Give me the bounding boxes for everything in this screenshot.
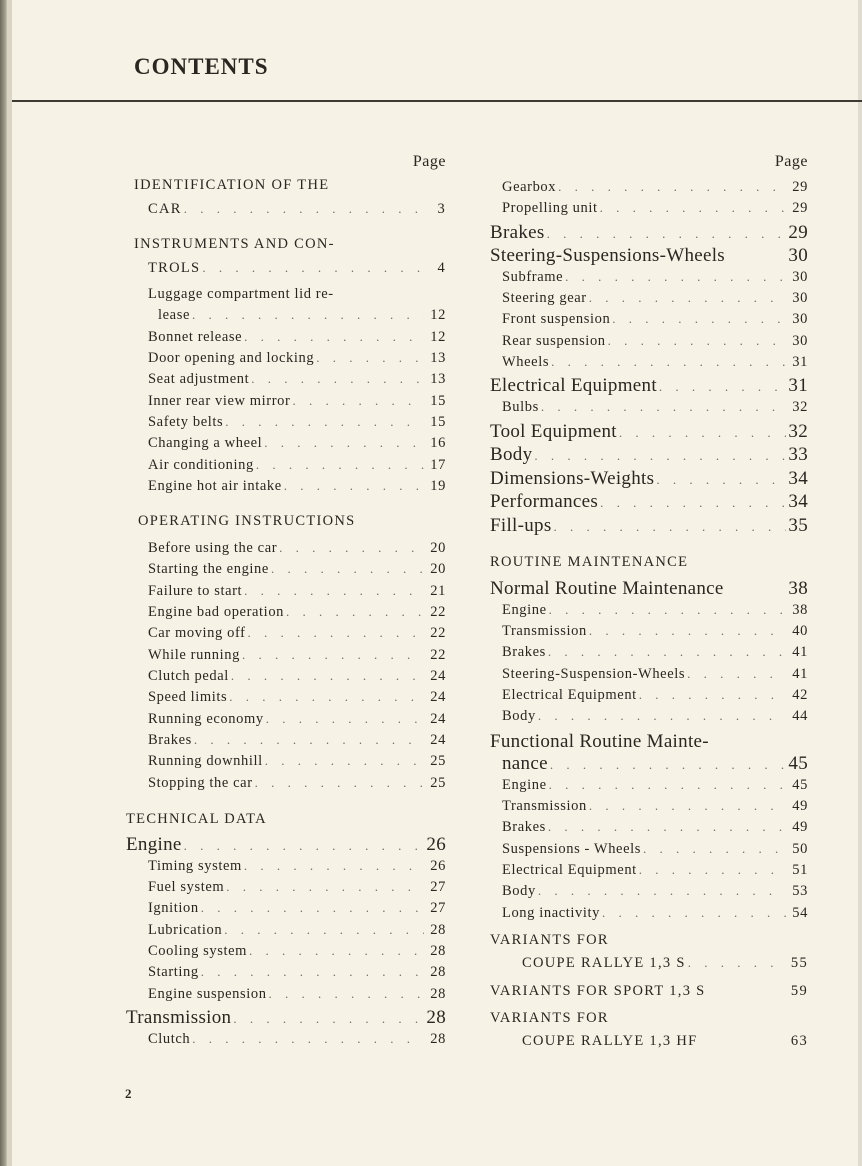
toc-entry [148, 775, 446, 792]
toc-entry-page: 53 [792, 883, 808, 899]
toc-entry-page: 31 [792, 354, 808, 370]
toc-entry [502, 290, 808, 307]
toc-entry [502, 311, 808, 328]
toc-entry-page: 38 [788, 578, 808, 599]
toc-entry [148, 964, 446, 981]
toc-entry-page: 34 [788, 468, 808, 489]
toc-entry [502, 644, 808, 661]
toc-leader-dots [192, 732, 424, 748]
toc-entry-page: 27 [430, 900, 446, 916]
toc-entry-title: nance [502, 753, 548, 774]
toc-entry-title: Fuel system [148, 879, 225, 895]
toc-leader-dots [654, 472, 786, 488]
toc-entry-title: Door opening and locking [148, 350, 315, 366]
toc-entry-title: Inner rear view mirror [148, 393, 291, 409]
toc-entry-title: Wheels [502, 354, 550, 370]
toc-leader-dots [262, 435, 424, 451]
toc-leader-dots [546, 819, 786, 835]
toc-entry-page: 22 [430, 647, 446, 663]
toc-entry-page: 30 [792, 290, 808, 306]
toc-leader-dots [223, 414, 424, 430]
title-divider [12, 100, 862, 102]
toc-entry [490, 983, 808, 1000]
toc-entry-page: 34 [788, 491, 808, 512]
toc-entry [148, 329, 446, 346]
toc-entry-title: Cooling system [148, 943, 248, 959]
toc-entry-title: Propelling unit [502, 200, 598, 216]
toc-entry-title: Engine [502, 777, 547, 793]
toc-leader-dots [231, 1011, 424, 1027]
toc-entry-page: 28 [430, 1031, 446, 1047]
toc-entry-title: Brakes [490, 222, 545, 243]
toc-entry-page: 22 [430, 604, 446, 620]
page-column-header: Page [412, 153, 446, 170]
page-binding-shadow [8, 0, 12, 1166]
toc-entry [148, 435, 446, 452]
toc-entry-page: 42 [792, 687, 808, 703]
page-number: 2 [125, 1086, 132, 1101]
toc-entry-page: 24 [430, 668, 446, 684]
toc-entry-title: Normal Routine Maintenance [490, 578, 724, 599]
toc-leader-dots [253, 775, 424, 791]
toc-entry-page: 54 [792, 905, 808, 921]
toc-leader-dots [600, 905, 786, 921]
toc-entry-page: 16 [430, 435, 446, 451]
toc-leader-dots [229, 668, 424, 684]
toc-entry [502, 819, 808, 836]
toc-entry [148, 1031, 446, 1048]
toc-leader-dots [617, 425, 786, 441]
toc-entry [148, 393, 446, 410]
toc-entry-page: 63 [790, 1033, 808, 1049]
toc-entry [148, 457, 446, 474]
toc-entry-title: Running economy [148, 711, 264, 727]
toc-leader-dots [242, 583, 424, 599]
toc-entry [148, 879, 446, 896]
toc-leader-dots [547, 602, 786, 618]
toc-entry [502, 708, 808, 725]
toc-entry-title: ROUTINE MAINTENANCE [490, 554, 689, 570]
toc-entry-title: COUPE RALLYE 1,3 HF [522, 1033, 698, 1049]
toc-entry [148, 753, 446, 770]
toc-entry-title: INSTRUMENTS AND CON- [134, 236, 335, 252]
toc-entry-page: 26 [426, 834, 446, 855]
toc-entry [148, 286, 446, 303]
toc-leader-dots [641, 841, 786, 857]
toc-entry-title: Fill-ups [490, 515, 552, 536]
toc-leader-dots [254, 457, 424, 473]
toc-leader-dots [563, 269, 786, 285]
toc-entry-title: Steering gear [502, 290, 587, 306]
toc-entry-title: Luggage compartment lid re- [148, 286, 334, 302]
toc-entry [148, 922, 446, 939]
toc-leader-dots [264, 711, 424, 727]
toc-entry-page: 49 [792, 819, 808, 835]
toc-entry [502, 354, 808, 371]
toc-entry-page: 40 [792, 623, 808, 639]
toc-leader-dots [587, 290, 786, 306]
toc-entry-title: Dimensions-Weights [490, 468, 655, 489]
toc-entry [148, 647, 446, 664]
toc-entry-title: Starting the engine [148, 561, 269, 577]
toc-entry-title: Transmission [502, 798, 587, 814]
toc-entry-title: Ignition [148, 900, 199, 916]
toc-entry [502, 687, 808, 704]
toc-entry-title: Before using the car [148, 540, 278, 556]
toc-entry-title: lease [158, 307, 190, 323]
toc-entry [148, 260, 446, 277]
toc-entry [490, 421, 808, 443]
toc-entry-title: Speed limits [148, 689, 228, 705]
toc-entry [148, 986, 446, 1003]
toc-entry-title: Rear suspension [502, 333, 606, 349]
toc-entry-page: 38 [792, 602, 808, 618]
toc-entry [502, 862, 808, 879]
toc-entry [502, 753, 808, 775]
toc-leader-dots [536, 883, 786, 899]
toc-entry-page: 19 [430, 478, 446, 494]
toc-entry-page: 17 [430, 457, 446, 473]
page-title: CONTENTS [134, 54, 269, 79]
toc-entry-title: Functional Routine Mainte- [490, 731, 709, 752]
toc-entry-page: 24 [430, 711, 446, 727]
toc-entry-title: Steering-Suspension-Wheels [502, 666, 686, 682]
toc-leader-dots [242, 858, 424, 874]
toc-entry [490, 444, 808, 466]
toc-entry [126, 811, 446, 828]
toc-entry [490, 245, 808, 267]
toc-entry [522, 955, 808, 972]
toc-entry [148, 711, 446, 728]
toc-entry-title: Electrical Equipment [502, 862, 637, 878]
toc-leader-dots [284, 604, 424, 620]
toc-entry-title: VARIANTS FOR [490, 1010, 609, 1026]
toc-entry [148, 668, 446, 685]
toc-entry [502, 841, 808, 858]
toc-entry [138, 513, 446, 530]
toc-entry [148, 732, 446, 749]
toc-leader-dots [242, 329, 424, 345]
toc-entry-page: 28 [430, 922, 446, 938]
toc-entry [148, 350, 446, 367]
toc-leader-dots [267, 986, 424, 1002]
toc-entry [148, 604, 446, 621]
toc-entry [502, 333, 808, 350]
toc-entry-title: Tool Equipment [490, 421, 617, 442]
toc-entry-title: Front suspension [502, 311, 611, 327]
toc-entry-page: 25 [430, 753, 446, 769]
toc-entry [502, 623, 808, 640]
toc-entry-title: OPERATING INSTRUCTIONS [138, 513, 356, 529]
toc-entry-page: 28 [426, 1007, 446, 1028]
toc-entry [148, 900, 446, 917]
toc-entry-title: Transmission [126, 1007, 232, 1028]
toc-entry-title: Long inactivity [502, 905, 600, 921]
toc-leader-dots [606, 333, 786, 349]
toc-entry [502, 777, 808, 794]
toc-entry-title: Brakes [502, 819, 546, 835]
toc-leader-dots [637, 862, 786, 878]
page-column-header: Page [774, 153, 808, 170]
toc-entry-page: 3 [437, 201, 446, 217]
toc-leader-dots [532, 448, 786, 464]
toc-entry-page: 24 [430, 732, 446, 748]
toc-entry-title: Running downhill [148, 753, 263, 769]
toc-entry-page: 30 [792, 311, 808, 327]
toc-leader-dots [247, 943, 424, 959]
toc-leader-dots [190, 307, 424, 323]
toc-leader-dots [539, 399, 786, 415]
toc-entry [148, 583, 446, 600]
toc-leader-dots [182, 201, 424, 217]
toc-entry-title: Lubrication [148, 922, 223, 938]
toc-entry [502, 883, 808, 900]
toc-entry-page: 15 [430, 414, 446, 430]
toc-entry-page: 41 [792, 666, 808, 682]
toc-entry [502, 269, 808, 286]
toc-leader-dots [536, 708, 786, 724]
toc-leader-dots [263, 753, 424, 769]
toc-entry-title: Air conditioning [148, 457, 254, 473]
toc-entry-page: 22 [430, 625, 446, 641]
toc-entry-page: 29 [792, 179, 808, 195]
toc-leader-dots [610, 311, 786, 327]
toc-entry-title: TECHNICAL DATA [126, 811, 267, 827]
toc-leader-dots [277, 540, 424, 556]
toc-entry-page: 55 [790, 955, 808, 971]
toc-entry [126, 834, 446, 856]
toc-entry-page: 45 [792, 777, 808, 793]
toc-entry [148, 689, 446, 706]
toc-entry-page: 49 [792, 798, 808, 814]
toc-entry-title: Body [502, 708, 536, 724]
toc-entry [148, 371, 446, 388]
toc-entry-title: Bulbs [502, 399, 539, 415]
toc-entry-page: 30 [792, 333, 808, 349]
toc-entry [490, 515, 808, 537]
toc-leader-dots [269, 561, 424, 577]
toc-leader-dots [314, 350, 424, 366]
toc-entry-title: While running [148, 647, 240, 663]
toc-leader-dots [549, 354, 786, 370]
toc-entry [134, 177, 446, 194]
toc-entry-title: Brakes [502, 644, 546, 660]
toc-entry [502, 399, 808, 416]
toc-entry [148, 414, 446, 431]
toc-entry-title: Failure to start [148, 583, 243, 599]
toc-leader-dots [552, 519, 786, 535]
toc-entry [148, 625, 446, 642]
toc-entry-title: Body [490, 444, 533, 465]
toc-leader-dots [556, 179, 786, 195]
toc-entry-title: COUPE RALLYE 1,3 S [522, 955, 686, 971]
toc-leader-dots [222, 922, 424, 938]
toc-entry-page: 30 [792, 269, 808, 285]
toc-entry [148, 478, 446, 495]
toc-entry-page: 33 [788, 444, 808, 465]
toc-entry-page: 51 [792, 862, 808, 878]
toc-entry-page: 12 [430, 307, 446, 323]
toc-entry [502, 200, 808, 217]
toc-entry-page: 26 [430, 858, 446, 874]
toc-entry-title: Brakes [148, 732, 192, 748]
toc-leader-dots [199, 964, 424, 980]
toc-entry-title: Changing a wheel [148, 435, 263, 451]
toc-leader-dots [686, 955, 786, 971]
toc-entry-title: Clutch [148, 1031, 191, 1047]
toc-entry [490, 468, 808, 490]
toc-entry-title: CAR [148, 201, 182, 217]
toc-entry-title: Engine bad operation [148, 604, 285, 620]
toc-entry-page: 20 [430, 561, 446, 577]
toc-entry [134, 236, 446, 253]
toc-entry-page: 27 [430, 879, 446, 895]
toc-entry-page: 4 [437, 260, 446, 276]
toc-entry-page: 31 [788, 375, 808, 396]
toc-entry [502, 666, 808, 683]
toc-entry [148, 201, 446, 218]
toc-leader-dots [547, 777, 786, 793]
toc-leader-dots [546, 644, 786, 660]
toc-entry-page: 13 [430, 350, 446, 366]
toc-entry-page: 59 [790, 983, 808, 999]
toc-entry-title: Engine suspension [148, 986, 267, 1002]
toc-entry-page: 13 [430, 371, 446, 387]
toc-entry-page: 28 [430, 986, 446, 1002]
toc-leader-dots [199, 900, 424, 916]
toc-entry [148, 858, 446, 875]
page-binding-edge [0, 0, 8, 1166]
toc-entry [490, 554, 808, 571]
toc-entry [490, 375, 808, 397]
toc-leader-dots [190, 1031, 424, 1047]
toc-entry [502, 905, 808, 922]
toc-entry-title: Clutch pedal [148, 668, 229, 684]
toc-entry [490, 222, 808, 244]
toc-leader-dots [657, 379, 786, 395]
toc-entry [490, 1010, 808, 1027]
toc-entry-page: 29 [788, 222, 808, 243]
toc-leader-dots [200, 260, 424, 276]
toc-entry-title: Timing system [148, 858, 242, 874]
toc-entry-title: Transmission [502, 623, 587, 639]
toc-leader-dots [182, 838, 424, 854]
toc-entry [148, 540, 446, 557]
toc-entry-title: Stopping the car [148, 775, 253, 791]
toc-entry-title: Steering-Suspensions-Wheels [490, 245, 726, 266]
toc-entry-page: 12 [430, 329, 446, 345]
toc-entry [490, 731, 808, 753]
toc-entry-title: VARIANTS FOR SPORT 1,3 S [490, 983, 706, 999]
toc-entry-page: 24 [430, 689, 446, 705]
toc-entry [490, 932, 808, 949]
toc-leader-dots [240, 647, 424, 663]
toc-entry-title: Seat adjustment [148, 371, 250, 387]
toc-entry-title: Car moving off [148, 625, 246, 641]
toc-entry-page: 29 [792, 200, 808, 216]
toc-entry-title: VARIANTS FOR [490, 932, 609, 948]
toc-entry-title: IDENTIFICATION OF THE [134, 177, 330, 193]
toc-entry-title: Bonnet release [148, 329, 243, 345]
toc-leader-dots [685, 666, 786, 682]
toc-leader-dots [227, 689, 424, 705]
toc-leader-dots [246, 625, 424, 641]
toc-entry-page: 25 [430, 775, 446, 791]
toc-leader-dots [282, 478, 424, 494]
toc-entry-title: Performances [490, 491, 599, 512]
toc-entry-title: Electrical Equipment [490, 375, 657, 396]
toc-entry [158, 307, 446, 324]
toc-leader-dots [290, 393, 424, 409]
toc-entry-title: Gearbox [502, 179, 557, 195]
toc-entry-page: 50 [792, 841, 808, 857]
toc-entry-page: 32 [788, 421, 808, 442]
toc-entry-page: 35 [788, 515, 808, 536]
toc-entry-page: 45 [788, 753, 808, 774]
toc-entry-title: Engine [502, 602, 547, 618]
toc-entry [522, 1033, 808, 1050]
toc-entry-page: 28 [430, 964, 446, 980]
toc-entry-title: TROLS [148, 260, 201, 276]
toc-entry-title: Electrical Equipment [502, 687, 637, 703]
toc-entry-page: 41 [792, 644, 808, 660]
toc-leader-dots [587, 623, 786, 639]
page-right-edge [858, 0, 862, 1166]
toc-entry-page: 44 [792, 708, 808, 724]
toc-entry-page: 15 [430, 393, 446, 409]
toc-entry [148, 561, 446, 578]
toc-entry [490, 578, 808, 600]
toc-entry-title: Starting [148, 964, 199, 980]
toc-entry [490, 491, 808, 513]
toc-entry-title: Subframe [502, 269, 564, 285]
toc-entry [502, 602, 808, 619]
toc-entry [502, 179, 808, 196]
toc-leader-dots [587, 798, 786, 814]
toc-leader-dots [598, 495, 786, 511]
toc-leader-dots [548, 757, 786, 773]
toc-entry-page: 32 [792, 399, 808, 415]
toc-leader-dots [598, 200, 786, 216]
toc-entry-page: 30 [788, 245, 808, 266]
toc-entry-title: Body [502, 883, 536, 899]
toc-entry-title: Suspensions - Wheels [502, 841, 642, 857]
toc-entry [502, 798, 808, 815]
toc-entry [126, 1007, 446, 1029]
toc-entry-page: 21 [430, 583, 446, 599]
toc-leader-dots [249, 371, 424, 387]
toc-leader-dots [637, 687, 786, 703]
toc-entry-title: Engine hot air intake [148, 478, 282, 494]
toc-leader-dots [545, 226, 786, 242]
toc-entry-title: Safety belts [148, 414, 224, 430]
toc-entry-title: Engine [126, 834, 182, 855]
toc-leader-dots [224, 879, 424, 895]
toc-entry-page: 20 [430, 540, 446, 556]
toc-entry [148, 943, 446, 960]
toc-entry-page: 28 [430, 943, 446, 959]
